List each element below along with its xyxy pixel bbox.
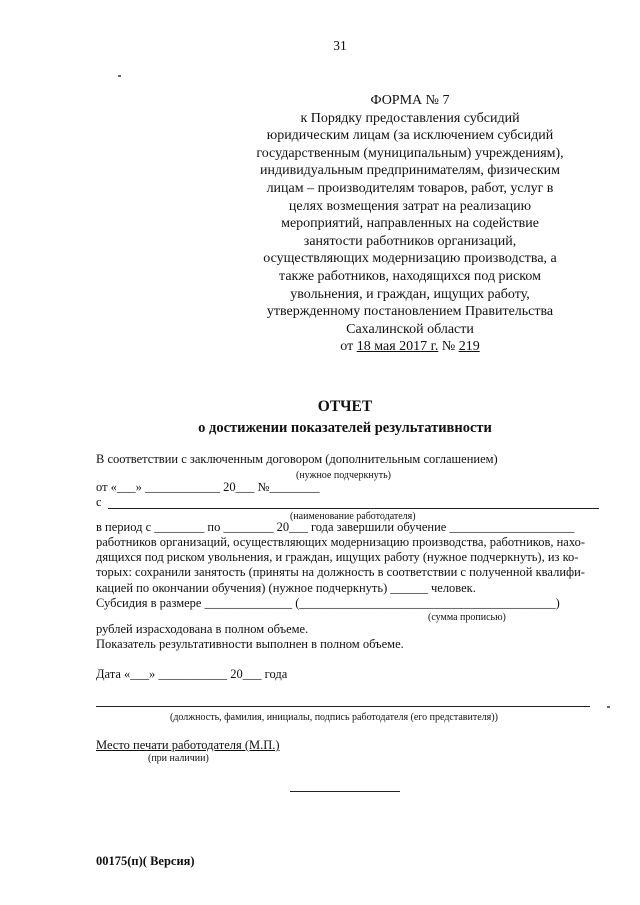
header-line: к Порядку предоставления субсидий xyxy=(300,110,520,126)
training-period-line: в период с ________ по ________ 20___ года завершили обучение ____________________ xyxy=(96,520,575,534)
seal-place: Место печати работодателя (М.П.) xyxy=(96,738,280,752)
header-line: Сахалинской области xyxy=(346,321,474,337)
paragraph-line: кацией по окончании обучения) (нужное подчеркнуть) ______ человек. xyxy=(96,580,476,595)
header-line: целях возмещения затрат на реализацию xyxy=(288,198,532,214)
header-line: лицам – производителям товаров, работ, услуг в xyxy=(266,180,554,196)
hint-underline: (нужное подчеркнуть) xyxy=(296,470,391,481)
scan-speck xyxy=(118,75,121,77)
header-line: юридическим лицам (за исключением субсидий xyxy=(266,128,554,144)
employer-name-field xyxy=(108,508,599,509)
employer-prefix: с xyxy=(96,495,102,509)
date-line: Дата «___» ___________ 20___ года xyxy=(96,667,288,681)
hint-employer: (наименование работодателя) xyxy=(290,511,416,522)
header-date-line xyxy=(230,338,590,356)
header-line: также работников, находящихся под риском xyxy=(279,268,541,284)
header-line: мероприятий, направленных на содействие xyxy=(281,216,539,232)
spent-line: рублей израсходована в полном объеме. xyxy=(96,622,309,636)
indicator-line: Показатель результативности выполнен в полном объеме. xyxy=(96,637,404,651)
scan-speck xyxy=(607,706,610,708)
hint-sum: (сумма прописью) xyxy=(428,612,506,623)
subsidy-line: Субсидия в размере ______________ (_________________________________________) xyxy=(96,596,560,610)
header-line: индивидуальным предпринимателям, физическим xyxy=(259,163,560,179)
separator-line xyxy=(290,791,400,792)
paragraph-line: торых: сохранили занятость (приняты на должность в соответствии с полученной квалифи- xyxy=(96,565,585,580)
header-line: ФОРМА № 7 xyxy=(370,93,450,108)
header-line: занятости работников организаций, xyxy=(303,233,517,249)
form-header xyxy=(230,92,590,356)
header-line: утвержденному постановлением Правительства xyxy=(266,304,554,320)
paragraph-line: дящихся под риском увольнения, и граждан, ищущих работу (нужное подчеркнуть), из ко- xyxy=(96,550,579,565)
employees-paragraph xyxy=(96,535,585,596)
header-line: государственным (муниципальным) учреждениям), xyxy=(256,145,564,161)
date-prefix: от xyxy=(340,339,357,355)
contract-date-number-line: от «___» ____________ 20___ №________ xyxy=(96,480,320,494)
order-date: 18 мая 2017 г. xyxy=(356,339,439,355)
number-sign: № xyxy=(438,339,459,355)
hint-signature: (должность, фамилия, инициалы, подпись работодателя (его представителя)) xyxy=(170,712,498,723)
signature-field xyxy=(96,706,590,707)
document-subtitle: о достижении показателей результативности xyxy=(198,420,492,436)
paragraph-line: работников организаций, осуществляющих модернизацию производства, работников, нахо- xyxy=(96,535,586,549)
header-line: увольнения, и граждан, ищущих работу, xyxy=(290,286,530,302)
footer-code: 00175(п)( Версия) xyxy=(96,854,195,868)
document-title: ОТЧЕТ xyxy=(317,398,373,415)
header-line: осуществляющих модернизацию производства, а xyxy=(263,251,557,267)
contract-line: В соответствии с заключенным договором (дополнительным соглашением) xyxy=(96,452,498,466)
seal-hint: (при наличии) xyxy=(148,753,209,764)
order-number: 219 xyxy=(458,339,480,355)
page-number: 31 xyxy=(333,38,347,53)
